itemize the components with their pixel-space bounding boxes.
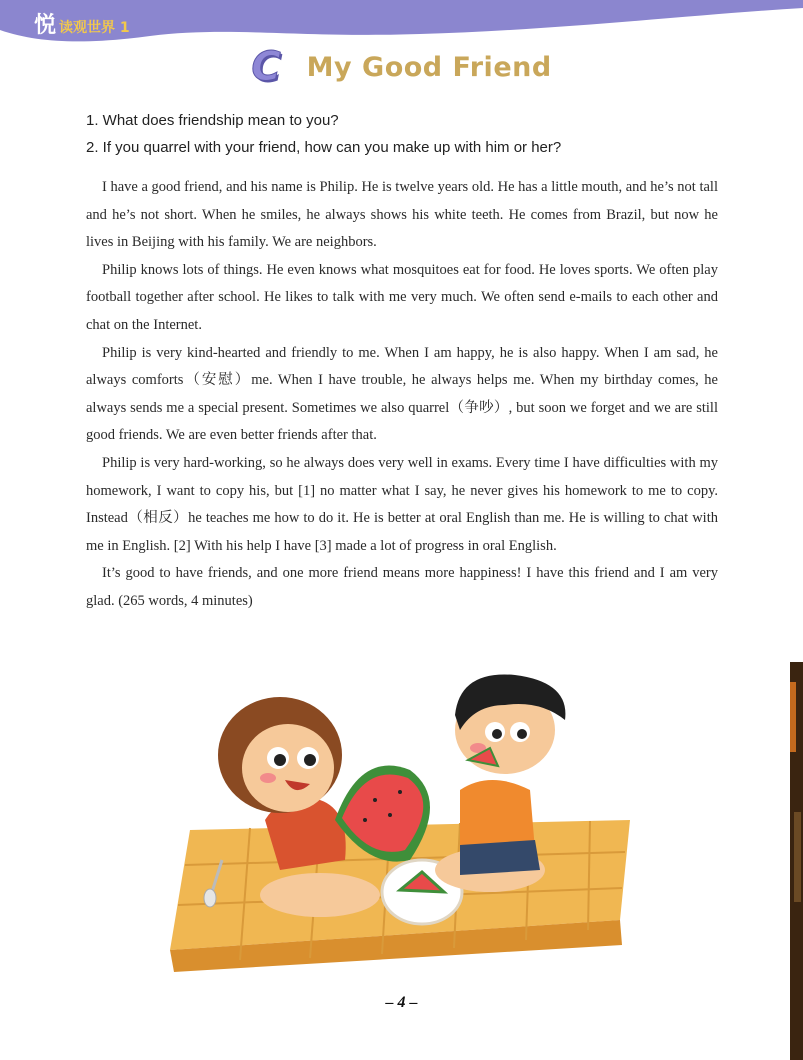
paragraph-4: Philip is very hard-working, so he always does very well in exams. Every time I have difficulties with my homework, I want to copy his, but [1] no matter what I say, he never gives his homework to me to copy. Instead（相反）he teaches me how to do it. He is better at oral English than me. He is willing to chat with me in English. [2] With his help I have [3] made a lot of progress in oral English.: [86, 454, 718, 554]
question-2: 2. If you quarrel with your friend, how can you make up with him or her?: [86, 139, 562, 156]
page-title: My Good Friend: [306, 51, 552, 83]
paragraph-3: Philip is very kind-hearted and friendly to me. When I am happy, he is also happy. When I am sad, he always comforts（安慰）me. When I have trouble, he always helps me. When my birthday comes, he always sends me a special present. Sometimes we also quarrel（争吵）, but soon we forget and we are still good friends. We are even better friends after that.: [86, 344, 718, 444]
brand: [34, 8, 130, 39]
paragraph-1: I have a good friend, and his name is Philip. He is twelve years old. He has a little mouth, and he’s not tall and he’s not short. When he smiles, he always shows his white teeth. He comes from Brazil, but now he lives in Beijing with his family. We are neighbors.: [86, 179, 718, 251]
title-row: [0, 44, 803, 90]
question-1: 1. What does friendship mean to you?: [86, 112, 339, 129]
paragraph-2: Philip knows lots of things. He even knows what mosquitoes eat for food. He loves sports. We often play football together after school. He likes to talk with me very much. We often send e-mails to each other and chat on the Internet.: [86, 261, 718, 333]
page-number: – 4 –: [385, 994, 418, 1011]
article-body: [86, 174, 718, 616]
friends-watermelon-illustration: [160, 660, 640, 980]
brand-logo: 悦: [34, 13, 57, 38]
paragraph-5: It’s good to have friends, and one more friend means more happiness! I have this friend and I am very glad. (265 words, 4 minutes): [86, 565, 718, 609]
pre-reading-questions: [86, 107, 726, 161]
section-letter: C: [251, 44, 281, 90]
brand-subtitle: 读观世界 1: [59, 20, 130, 36]
